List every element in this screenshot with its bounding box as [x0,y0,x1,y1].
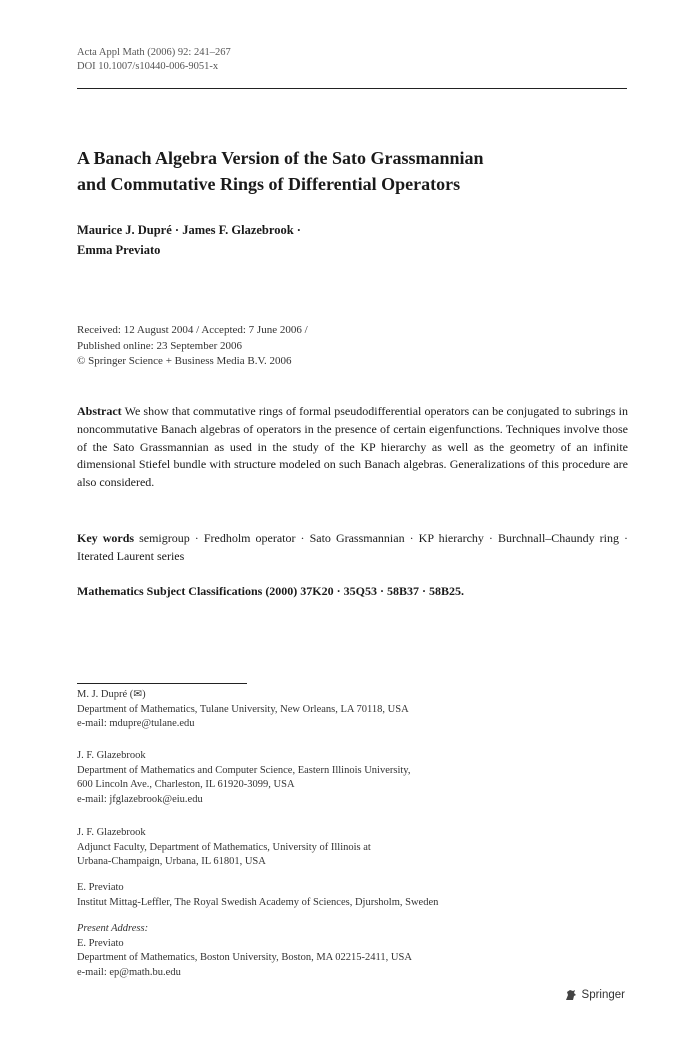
title-line: and Commutative Rings of Differential Operators [77,174,461,194]
publication-dates [77,323,617,370]
present-address-label: Present Address: [77,923,149,934]
affiliation-glazebrook-uiuc [77,826,628,870]
affiliation-name: J. F. Glazebrook [77,750,146,761]
affiliation-previato-present [77,922,628,980]
author-list [77,220,617,260]
abstract-label: Abstract [77,404,122,418]
journal-header [77,46,231,74]
affiliation-name: M. J. Dupré (✉) [77,689,146,700]
keywords-label: Key words [77,531,135,545]
affiliation-address: Department of Mathematics and Computer Science, Eastern Illinois University, [77,764,411,776]
affiliation-address: Department of Mathematics, Boston University, Boston, MA 02215-2411, USA [77,952,412,963]
received-accepted: Received: 12 August 2004 / Accepted: 7 June 2006 / [77,324,308,336]
journal-citation: Acta Appl Math (2006) 92: 241–267 [77,47,231,58]
abstract [77,403,628,492]
author-line: Maurice J. Dupré · James F. Glazebrook · [77,223,301,237]
affiliation-glazebrook-eiu [77,749,628,807]
publisher-name: Springer [581,989,625,1001]
title-line: A Banach Algebra Version of the Sato Grassmannian [77,148,484,168]
publisher-logo [564,988,625,1002]
keywords [77,530,628,566]
affiliation-name: E. Previato [77,882,124,893]
affiliation-email: e-mail: jfglazebrook@eiu.edu [77,793,203,805]
keywords-text: semigroup · Fredholm operator · Sato Grassmannian · KP hierarchy · Burchnall–Chaundy ring · Iterated Laurent series [77,531,629,563]
springer-horse-icon [564,988,578,1002]
affiliation-address: Adjunct Faculty, Department of Mathematics, University of Illinois at [77,841,371,853]
affiliation-dupre [77,688,628,732]
copyright: © Springer Science + Business Media B.V. 2006 [77,355,292,367]
affiliation-email: e-mail: mdupre@tulane.edu [77,718,195,729]
affiliation-address: Department of Mathematics, Tulane University, New Orleans, LA 70118, USA [77,703,409,715]
affiliation-email: e-mail: ep@math.bu.edu [77,966,181,978]
subject-classification: Mathematics Subject Classifications (2000) 37K20 · 35Q53 · 58B37 · 58B25. [77,584,464,598]
affiliation-address: Urbana-Champaign, Urbana, IL 61801, USA [77,856,266,867]
doi: DOI 10.1007/s10440-006-9051-x [77,61,219,72]
footnote-divider [77,683,247,684]
affiliation-previato-mittag-leffler [77,881,628,910]
header-divider [77,88,627,89]
affiliation-name: E. Previato [77,937,124,949]
affiliation-name: J. F. Glazebrook [77,827,146,838]
article-title [77,145,617,197]
author-line: Emma Previato [77,243,161,257]
affiliation-address: 600 Lincoln Ave., Charleston, IL 61920-3099, USA [77,779,295,790]
affiliation-address: Institut Mittag-Leffler, The Royal Swedish Academy of Sciences, Djursholm, Sweden [77,896,439,908]
published-online: Published online: 23 September 2006 [77,339,242,352]
abstract-text: We show that commutative rings of formal pseudodifferential operators can be conjugated to subrings in noncommutative Banach algebras of operators in the presence of certain eigenfunctions. Techniques involve those of the Sato Grassmannian as used in the study of the KP hierarchy as well as the geometry of an infinite dimensional Stiefel bundle with structure modeled on such Banach algebras. Generalizations of this procedure are also considered. [77,404,628,490]
